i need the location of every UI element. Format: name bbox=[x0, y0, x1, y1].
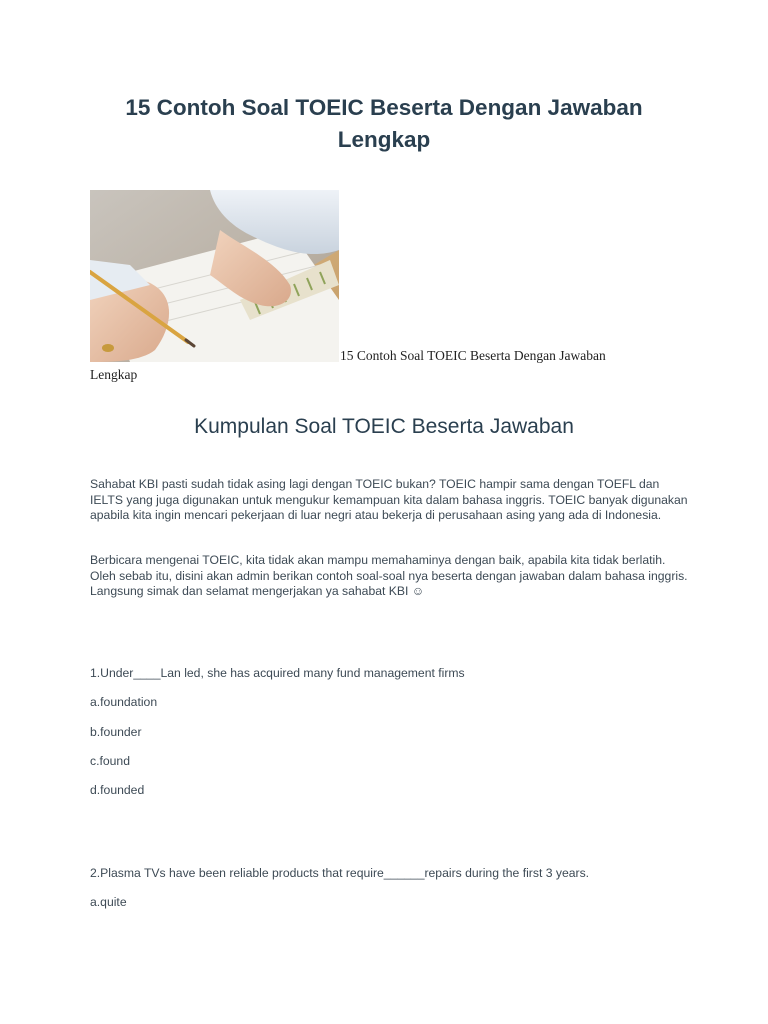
image-caption: 15 Contoh Soal TOEIC Beserta Dengan Jawaban bbox=[340, 348, 606, 363]
page-title: 15 Contoh Soal TOEIC Beserta Dengan Jawaban Lengkap bbox=[125, 95, 643, 152]
intro-paragraph: Sahabat KBI pasti sudah tidak asing lagi dengan TOEIC bukan? TOEIC hampir sama dengan TOEFL dan IELTS yang juga digunakan untuk mengukur kemampuan kita dalam bahasa inggris. TOEIC banyak digunakan apabila kita ingin mencari pekerjaan di luar negri atau bekerja di perusahaan asing yang ada di Indonesia. bbox=[90, 477, 688, 522]
question-2: 2.Plasma TVs have been reliable products that require______repairs during the first 3 years. bbox=[90, 866, 590, 880]
question-1: 1.Under____Lan led, she has acquired many fund management firms bbox=[90, 666, 465, 680]
question-2-option-a: a.quite bbox=[90, 895, 127, 909]
intro-paragraph-2: Berbicara mengenai TOEIC, kita tidak akan mampu memahaminya dengan baik, apabila kita tidak berlatih. Oleh sebab itu, disini akan admin berikan contoh soal-soal nya beserta dengan jawaban dalam bahasa inggris. Langsung simak dan selamat mengerjakan ya sahabat KBI ☺ bbox=[90, 553, 688, 598]
section-heading: Kumpulan Soal TOEIC Beserta Jawaban bbox=[194, 415, 574, 438]
question-1-option-c: c.found bbox=[90, 754, 130, 768]
question-1-option-b: b.founder bbox=[90, 725, 142, 739]
question-1-option-a: a.foundation bbox=[90, 695, 158, 709]
question-1-option-d: d.founded bbox=[90, 783, 145, 797]
image-caption-continued: Lengkap bbox=[90, 367, 138, 382]
photo-image bbox=[90, 190, 339, 362]
